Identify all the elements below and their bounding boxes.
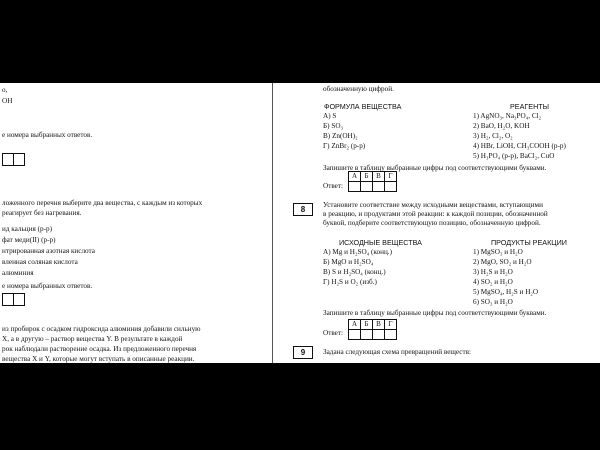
left-text-line: алюминия — [2, 269, 34, 277]
answer-letter: Б — [361, 320, 373, 330]
top-line: обозначенную цифрой. — [323, 85, 394, 93]
task7-left-item: В) Zn(OH)₂ — [323, 132, 358, 140]
answer-letter: Г — [385, 172, 397, 182]
answer-box[interactable] — [13, 293, 25, 306]
left-text-line: фат меди(II) (р-р) — [2, 236, 56, 244]
answer-cell[interactable] — [349, 330, 361, 340]
task8-answer-label: Ответ: — [323, 329, 344, 337]
left-text-line: ОН — [2, 97, 13, 105]
answer-letter: Г — [385, 320, 397, 330]
task9-number: 9 — [293, 346, 313, 359]
answer-cell[interactable] — [373, 182, 385, 192]
task8-right-item: 6) SO₃ и H₂O — [473, 298, 513, 306]
task7-left-item: А) S — [323, 112, 337, 120]
task7-left-item: Б) SO₃ — [323, 122, 344, 130]
left-text-line: ложенного перечня выберите два вещества, с каждым из которых — [2, 199, 203, 207]
page-divider-line — [272, 83, 273, 363]
left-text-line: нтрированная азотная кислота — [2, 247, 95, 255]
task7-answer-table — [348, 171, 397, 192]
left-page — [0, 83, 271, 363]
answer-cell[interactable] — [373, 330, 385, 340]
right-page — [276, 83, 600, 363]
left-text-line: вленная соляная кислота — [2, 258, 78, 266]
task8-left-item: А) Mg и H₂SO₄ (конц.) — [323, 248, 392, 256]
task7-header-left: ФОРМУЛА ВЕЩЕСТВА — [324, 102, 402, 111]
task8-right-item: 2) MgO, SO₂ и H₂O — [473, 258, 532, 266]
task8-left-item: В) S и H₂SO₄ (конц.) — [323, 268, 386, 276]
task7-right-item: 5) H₃PO₄ (р-р), BaCl₂, CuO — [473, 152, 555, 160]
task7-right-item: 3) H₂, Cl₂, O₂ — [473, 132, 513, 140]
task8-number: 8 — [293, 203, 313, 216]
answer-letter: Б — [361, 172, 373, 182]
left-text-line: е номера выбранных ответов. — [2, 131, 93, 139]
answer-letter: А — [349, 172, 361, 182]
answer-letter: А — [349, 320, 361, 330]
task8-right-item: 1) MgSO₃ и H₂O — [473, 248, 523, 256]
left-text-line: вещества X и Y, которые могут вступать в описанные реакции. — [2, 355, 195, 363]
answer-cell[interactable] — [361, 330, 373, 340]
answer-cell[interactable] — [349, 182, 361, 192]
task8-answer-table — [348, 319, 397, 340]
task7-left-item: Г) ZnBr₂ (р-р) — [323, 142, 366, 150]
answer-letter: В — [373, 320, 385, 330]
left-text-line: ид кальция (р-р) — [2, 225, 52, 233]
task7-right-item: 4) HBr, LiOH, CH₃COOH (р-р) — [473, 142, 566, 150]
answer-cell[interactable] — [385, 330, 397, 340]
answer-letter: В — [373, 172, 385, 182]
left-text-line: из пробирок с осадком гидроксида алюминия добавили сильную — [2, 325, 201, 333]
left-text-line: о, — [2, 86, 8, 94]
task8-text-line: буквой, подберите соответствующую позицию, обозначенную цифрой. — [323, 219, 541, 227]
task9-text: Задана следующая схема превращений веществ: — [323, 348, 472, 356]
task8-right-item: 3) H₂S и H₂O — [473, 268, 513, 276]
task8-instruction: Запишите в таблицу выбранные цифры под соответствующими буквами. — [323, 309, 547, 317]
task8-text-line: в реакцию, и продуктами этой реакции: к каждой позиции, обозначенной — [323, 210, 548, 218]
left-text-line: X, а в другую – раствор вещества Y. В результате в каждой — [2, 335, 183, 343]
task8-left-item: Б) MgO и H₂SO₄ — [323, 258, 374, 266]
task8-right-item: 4) SO₂ и H₂O — [473, 278, 513, 286]
task7-answer-label: Ответ: — [323, 182, 344, 190]
task8-text-line: Установите соответствие между исходными веществами, вступающими — [323, 201, 543, 209]
task8-right-item: 5) MgSO₄, H₂S и H₂O — [473, 288, 539, 296]
answer-cell[interactable] — [361, 182, 373, 192]
task8-left-item: Г) H₂S и O₂ (изб.) — [323, 278, 377, 286]
left-text-line: рок наблюдали растворение осадка. Из предложенного перечня — [2, 345, 197, 353]
answer-box[interactable] — [13, 153, 25, 166]
task7-header-right: РЕАГЕНТЫ — [510, 102, 550, 111]
task8-header-left: ИСХОДНЫЕ ВЕЩЕСТВА — [339, 238, 422, 247]
answer-cell[interactable] — [385, 182, 397, 192]
task7-instruction: Запишите в таблицу выбранные цифры под соответствующими буквами. — [323, 164, 547, 172]
task7-right-item: 1) AgNO₃, Na₃PO₄, Cl₂ — [473, 112, 542, 120]
left-text-line: е номера выбранных ответов. — [2, 282, 93, 290]
task8-header-right: ПРОДУКТЫ РЕАКЦИИ — [491, 238, 567, 247]
task7-right-item: 2) BaO, H₂O, KOH — [473, 122, 530, 130]
left-text-line: реагирует без нагревания. — [2, 209, 82, 217]
